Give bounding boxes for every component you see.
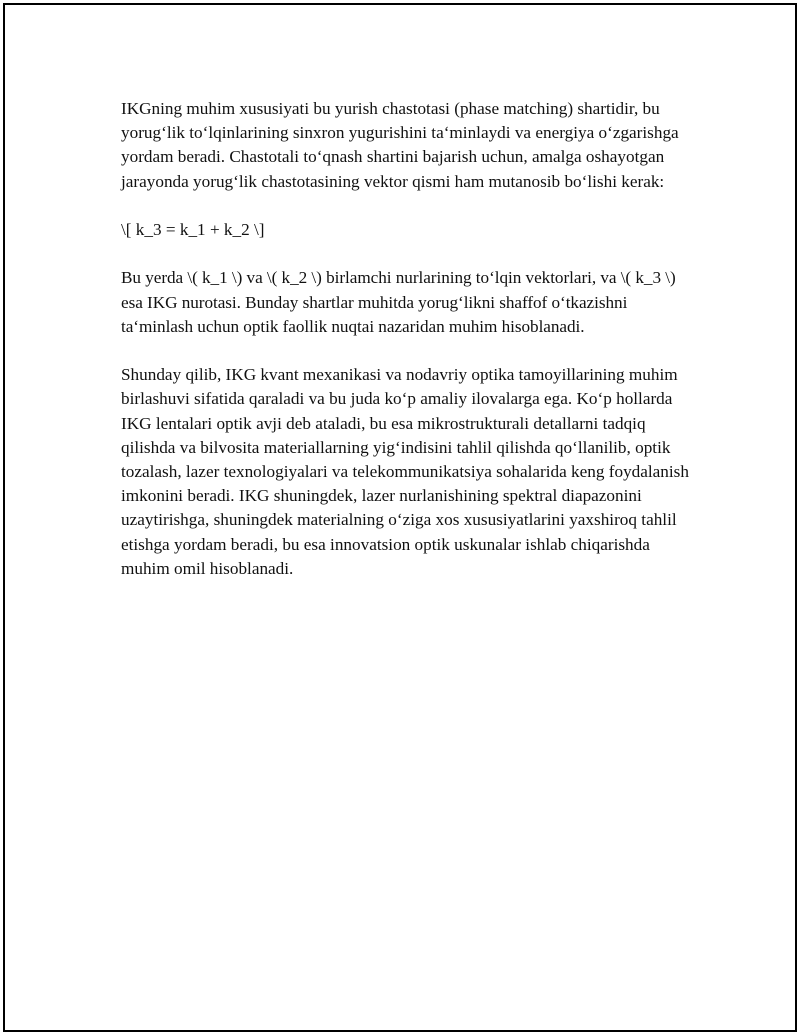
paragraph-vector-definitions: Bu yerda \( k_1 \) va \( k_2 \) birlamchi nurlarining to‘lqin vektorlari, va \( k_3 \) esa IKG nurotasi. Bunday shartlar muhitda yorug‘likni shaffof o‘tkazishni ta‘minlash uchun optik faollik nuqtai nazaridan muhim hisoblanadi. xyxy=(121,268,676,336)
page-frame xyxy=(3,3,797,1032)
paragraph-conclusion: Shunday qilib, IKG kvant mexanikasi va nodavriy optika tamoyillarining muhim birlashuvi sifatida qaraladi va bu juda ko‘p amaliy ilovalarga ega. Ko‘p hollarda IKG lentalari optik avji deb ataladi, bu esa mikrostrukturali detallarni tadqiq qilishda va bilvosita materiallarning yig‘indisini tahlil qilishda qo‘llanilib, optik tozalash, lazer texnologiyalari va telekommunikatsiya sohalarida keng foydalanish imkonini beradi. IKG shuningdek, lazer nurlanishining spektral diapazonini uzaytirishga, shuningdek materialning o‘ziga xos xususiyatlarini yaxshiroq tahlil etishga yordam beradi, bu esa innovatsion optik uskunalar ishlab chiqarishda muhim omil hisoblanadi. xyxy=(121,365,689,578)
formula-wave-vectors: \[ k_3 = k_1 + k_2 \] xyxy=(121,220,265,239)
document-body xyxy=(121,97,701,605)
paragraph-phase-matching: IKGning muhim xususiyati bu yurish chastotasi (phase matching) shartidir, bu yorug‘lik to‘lqinlarining sinxron yugurishini ta‘minlaydi va energiya o‘zgarishga yordam beradi. Chastotali to‘qnash shartini bajarish uchun, amalga oshayotgan jarayonda yorug‘lik chastotasining vektor qismi ham mutanosib bo‘lishi kerak: xyxy=(121,99,679,191)
